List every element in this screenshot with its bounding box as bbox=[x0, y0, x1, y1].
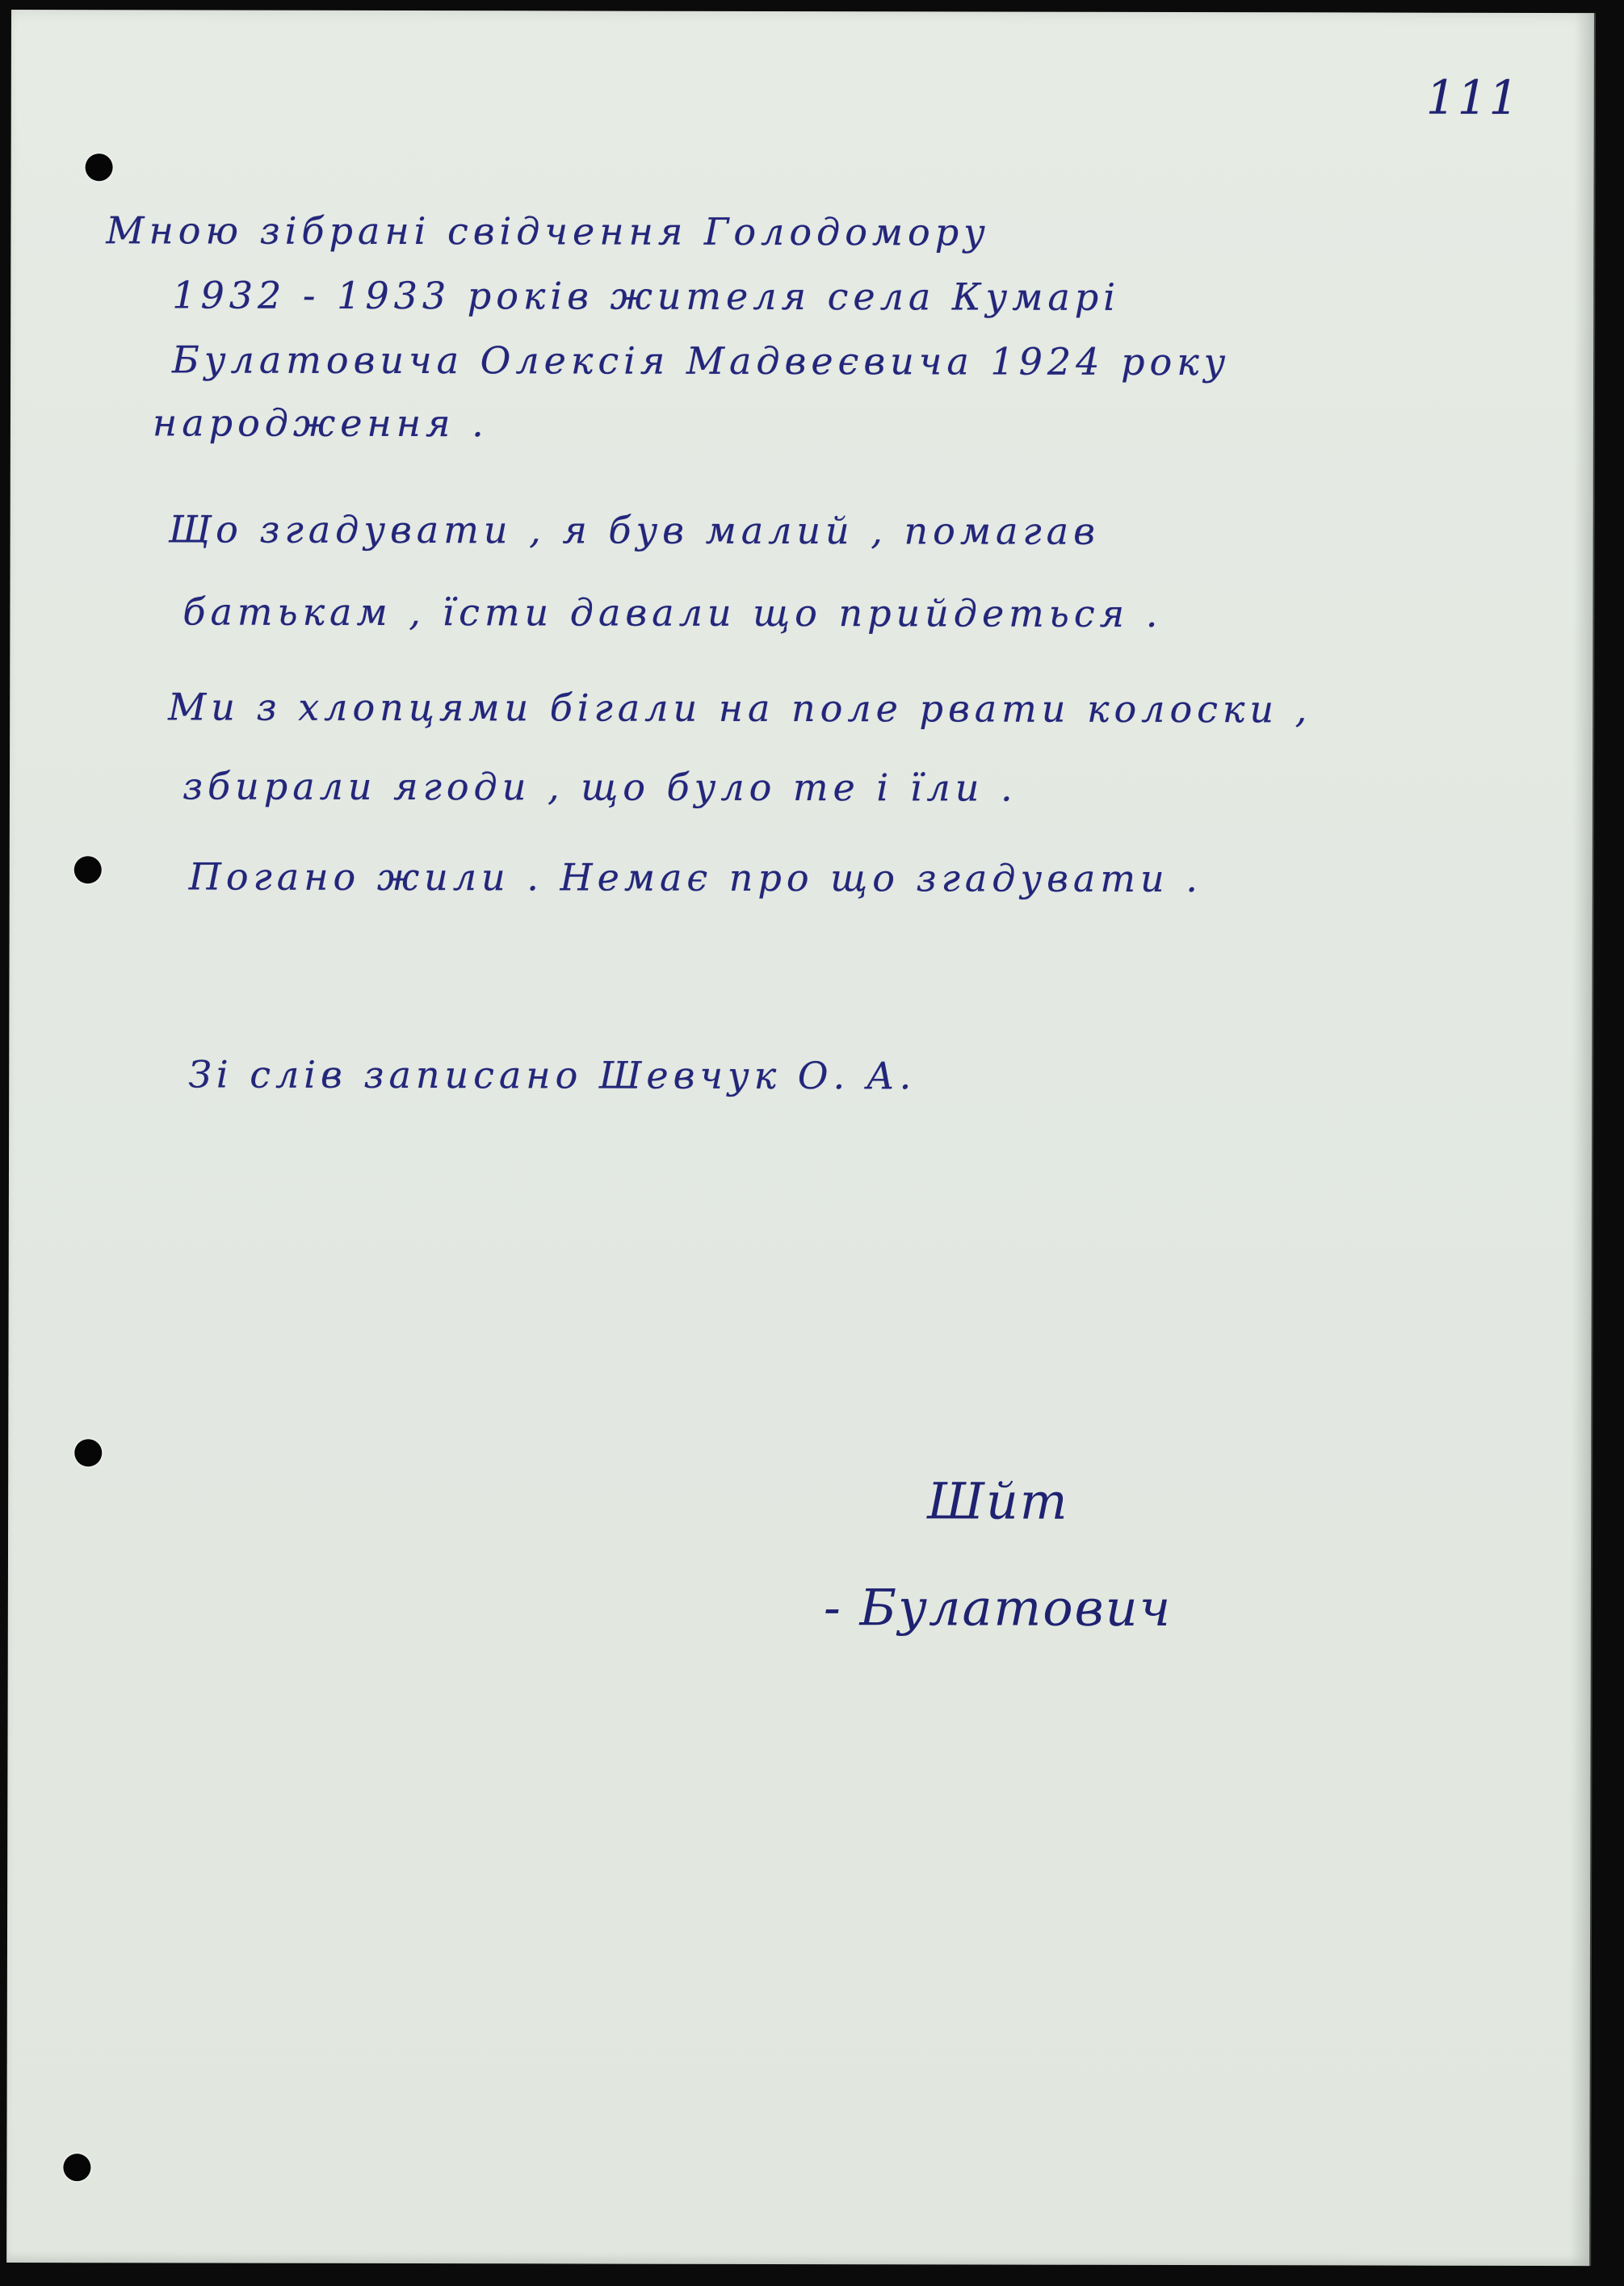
punch-hole bbox=[63, 2154, 90, 2181]
paper-edge-shadow bbox=[1570, 13, 1596, 2266]
text-line: Погано жили . Немає про що згадувати . bbox=[188, 854, 1202, 901]
punch-hole bbox=[74, 856, 102, 883]
text-line: Що згадувати , я був малий , помагав bbox=[168, 507, 1100, 553]
text-line: батькам , їсти давали що прийдеться . bbox=[183, 589, 1163, 635]
punch-hole bbox=[86, 153, 113, 181]
text-line: збирали ягоди , що було те і їли . bbox=[182, 764, 1018, 810]
page-number: 111 bbox=[1425, 69, 1521, 125]
signature-mark: Шйт bbox=[927, 1471, 1069, 1531]
text-line: Ми з хлопцями бігали на поле рвати колоски , bbox=[168, 685, 1312, 732]
text-line: народження . bbox=[152, 401, 489, 446]
signature-name: - Булатович bbox=[823, 1578, 1173, 1638]
text-line: 1932 - 1933 років жителя села Кумарі bbox=[172, 273, 1121, 319]
text-line: Мною зібрані свідчення Голодомору bbox=[106, 208, 990, 254]
text-line: Зі слів записано Шевчук О. А. bbox=[188, 1052, 917, 1098]
text-line: Булатовича Олексія Мадвеєвича 1924 року bbox=[172, 338, 1231, 384]
punch-hole bbox=[74, 1439, 102, 1466]
paper-sheet bbox=[6, 10, 1594, 2266]
